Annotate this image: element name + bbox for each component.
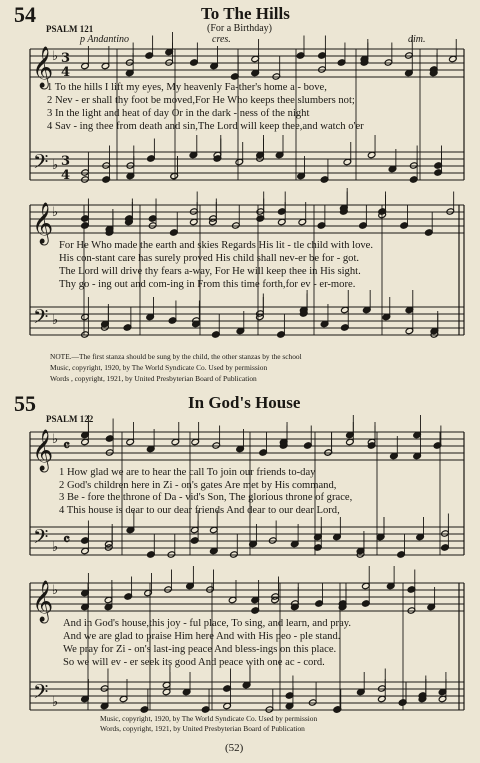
note-head [190, 526, 199, 533]
note-head [386, 582, 395, 589]
verse-line: Thy go - ing out and com-ing in From this time forth,for ev - er-more. [59, 279, 356, 290]
note-head [146, 313, 155, 320]
note-head [251, 596, 260, 603]
svg-text:♭: ♭ [52, 583, 59, 598]
verse-line: 2 Nev - er shall thy foot be moved,For He Who keeps thee slumbers not; [47, 95, 355, 106]
note-head [104, 603, 113, 610]
hymn-55-verses-a [59, 468, 352, 518]
note-head [249, 540, 258, 547]
note-head [100, 702, 109, 709]
note-head [146, 445, 155, 452]
svg-text:♭: ♭ [52, 49, 59, 64]
note-head [164, 586, 173, 593]
note-head [384, 59, 393, 66]
note-head [356, 551, 365, 558]
verse-line: 1 To the hills I lift my eyes, My heavenly Fa-ther's home a - bove, [47, 82, 327, 93]
note-head [256, 151, 265, 158]
note-head [378, 695, 387, 702]
note-head [101, 62, 110, 69]
note-head [210, 526, 219, 533]
note-head [341, 324, 350, 331]
note-head [105, 544, 114, 551]
note-head [81, 438, 90, 445]
verse-line: 1 How glad we are to hear the call To join our friends to-day [59, 467, 316, 478]
note-head [256, 208, 265, 215]
note-head [190, 218, 199, 225]
note-head [359, 222, 368, 229]
svg-text:♭: ♭ [52, 540, 59, 555]
note-head [315, 600, 324, 607]
note-head [105, 229, 114, 236]
note-head [324, 449, 333, 456]
note-head [378, 211, 387, 218]
svg-text:♭: ♭ [52, 205, 59, 220]
hymn-54-title: To The Hills [201, 4, 290, 23]
svg-text:𝄴: 𝄴 [63, 530, 71, 549]
note-head [413, 431, 422, 438]
tempo-marking: p Andantino [80, 34, 129, 45]
note-head [147, 551, 156, 558]
note-head [201, 706, 210, 713]
verse-line: And in God's house,this joy - ful place, To sing, and learn, and pray. [63, 618, 352, 629]
note-head [101, 324, 110, 331]
verse-line: 4 Sav - ing thee from death and sin,The Lord will keep thee,and watch o'er [47, 121, 364, 132]
note-head [397, 551, 406, 558]
note-head [235, 158, 244, 165]
note-head [278, 218, 287, 225]
note-head [418, 695, 427, 702]
note-head [438, 688, 447, 695]
note-head [81, 222, 90, 229]
note-head [170, 172, 179, 179]
note-head [259, 449, 268, 456]
note-head [81, 331, 90, 338]
note-head [299, 310, 308, 317]
note-head [338, 600, 347, 607]
note-head [212, 442, 221, 449]
dim-marking: dim. [408, 34, 426, 45]
note-head [105, 225, 114, 232]
note-head [405, 69, 414, 76]
note-head [271, 596, 280, 603]
hymn-54-subtitle: (For a Birthday) [207, 23, 272, 34]
verse-line: His con-stant care has surely proved His child shall nev-er be for - got. [59, 253, 360, 264]
note-head [296, 52, 305, 59]
note-head [171, 438, 180, 445]
note-head [409, 162, 418, 169]
svg-text:♭: ♭ [52, 432, 59, 447]
note-head [333, 706, 342, 713]
note-head [405, 52, 414, 59]
note-head [333, 533, 342, 540]
note-head [398, 699, 407, 706]
note-head [320, 320, 329, 327]
note-head [434, 162, 443, 169]
note-head [125, 215, 134, 222]
note-head [81, 169, 90, 176]
note-head [251, 55, 260, 62]
note-head [388, 165, 397, 172]
note-head [356, 547, 365, 554]
note-head [299, 306, 308, 313]
note-head [81, 547, 90, 554]
svg-text:4: 4 [61, 168, 71, 183]
note-head [100, 685, 109, 692]
verse-line: So we will ev - er seek its good And peace with one ac - cord. [63, 657, 325, 668]
svg-text:𝄢: 𝄢 [33, 150, 49, 178]
note-head [242, 681, 251, 688]
note-head [285, 692, 294, 699]
note-head [291, 600, 300, 607]
note-head [362, 600, 371, 607]
note-head [278, 208, 287, 215]
verse-line: 2 God's children here in Zi - on's gates Are met by His command, [59, 479, 337, 491]
note-head [427, 603, 436, 610]
note-head [277, 331, 286, 338]
note-head [341, 306, 350, 313]
note-head [251, 607, 260, 614]
note-head [429, 69, 438, 76]
note-head [314, 544, 323, 551]
note-head [338, 603, 347, 610]
hymn-55-title: In God's House [188, 393, 301, 412]
note-head [418, 692, 427, 699]
note-head [382, 313, 391, 320]
note-head [81, 537, 90, 544]
verse-line: 4 This house is dear to our dear friends And dear to our dear Lord, [59, 504, 340, 516]
note-head [167, 551, 176, 558]
note-head [251, 69, 260, 76]
note-head [441, 530, 450, 537]
svg-text:♭: ♭ [52, 695, 59, 710]
note-head [182, 688, 191, 695]
note-head [390, 452, 399, 459]
note-head [209, 215, 218, 222]
note-head [105, 449, 114, 456]
hymn-55-psalm: PSALM 122 [46, 414, 94, 424]
note-head [416, 533, 425, 540]
note-head [285, 702, 294, 709]
note-head [223, 702, 232, 709]
note-head [398, 699, 407, 706]
note-head [425, 229, 434, 236]
note-head [343, 158, 352, 165]
note-head [212, 331, 221, 338]
note-head [337, 59, 346, 66]
note-head [346, 431, 355, 438]
note-head [430, 331, 439, 338]
note-head [206, 586, 215, 593]
note-head [242, 681, 251, 688]
svg-text:𝄢: 𝄢 [33, 525, 49, 553]
hymn-54-words-copyright: Words , copyright, 1921, by United Presbyterian Board of Publication [50, 374, 257, 383]
note-head [192, 320, 201, 327]
hymn-55-verses-b [63, 619, 351, 671]
note-head [429, 66, 438, 73]
note-head [275, 151, 284, 158]
note-head [228, 596, 237, 603]
note-head [190, 208, 199, 215]
svg-text:3: 3 [61, 154, 71, 169]
hymn-55-number: 55 [14, 391, 36, 416]
note-head [126, 162, 135, 169]
note-head [81, 695, 90, 702]
note-head [81, 589, 90, 596]
note-head [297, 172, 306, 179]
note-head [407, 586, 416, 593]
note-head [231, 73, 240, 80]
svg-text:𝄞: 𝄞 [32, 581, 54, 622]
note-head [320, 176, 329, 183]
note-head [360, 55, 369, 62]
note-head [324, 449, 333, 456]
note-head [433, 442, 442, 449]
note-head [378, 685, 387, 692]
note-head [223, 685, 232, 692]
verse-line: We pray for Zi - on's last-ing peace And bless-ings on this place. [63, 644, 337, 655]
note-head [256, 155, 265, 162]
note-head [81, 215, 90, 222]
svg-text:𝄢: 𝄢 [33, 305, 49, 333]
note-head [190, 537, 199, 544]
hymn-54-verses-a [47, 83, 364, 135]
svg-text:𝄞: 𝄞 [32, 47, 54, 88]
hymn-55-music-copyright: Music, copyright, 1920, by The World Syndicate Co. Used by permission [100, 714, 318, 723]
note-head [271, 593, 280, 600]
note-head [148, 222, 157, 229]
verse-line: 3 Be - fore the throne of Da - vid's Son, The glorious throne of grace, [59, 492, 353, 503]
note-head [367, 442, 376, 449]
note-head [256, 215, 265, 222]
note-head [81, 603, 90, 610]
note-head [314, 533, 323, 540]
note-head [340, 208, 349, 215]
note-head [430, 327, 439, 334]
note-head [291, 603, 300, 610]
note-head [209, 218, 218, 225]
svg-text:𝄢: 𝄢 [33, 680, 49, 708]
verse-line: 3 In the light and heat of day Or in the dark - ness of the night [47, 108, 310, 119]
note-head [279, 438, 288, 445]
note-head [186, 582, 195, 589]
note-head [236, 327, 245, 334]
note-head [367, 151, 376, 158]
svg-text:𝄴: 𝄴 [63, 436, 71, 455]
note-head [213, 155, 222, 162]
note-head [125, 59, 134, 66]
note-head [144, 589, 153, 596]
note-head [105, 435, 114, 442]
note-head [105, 540, 114, 547]
note-head [362, 306, 371, 313]
svg-text:♭: ♭ [52, 313, 59, 328]
note-head [449, 55, 458, 62]
note-head [145, 52, 154, 59]
note-head [340, 204, 349, 211]
note-head [123, 324, 132, 331]
note-head [170, 172, 179, 179]
note-head [298, 218, 307, 225]
hymn-54-verses-b [59, 241, 373, 293]
note-head [441, 544, 450, 551]
note-head [165, 48, 174, 55]
note-head [104, 596, 113, 603]
note-head [81, 431, 90, 438]
note-head [376, 533, 385, 540]
note-head [413, 452, 422, 459]
note-head [102, 162, 111, 169]
note-head [192, 317, 201, 324]
note-head [272, 73, 281, 80]
note-head [162, 688, 171, 695]
note-head [230, 551, 239, 558]
note-head [346, 438, 355, 445]
note-head [405, 306, 414, 313]
note-head [376, 533, 385, 540]
cres-marking: cres. [212, 34, 231, 45]
note-head [290, 540, 299, 547]
page-number: (52) [225, 742, 244, 754]
note-head [126, 438, 135, 445]
note-head [81, 313, 90, 320]
note-head [126, 526, 135, 533]
note-head [119, 695, 128, 702]
note-head [81, 176, 90, 183]
svg-text:4: 4 [61, 65, 71, 80]
note-head [165, 59, 174, 66]
hymn-54-music-copyright: Music, copyright, 1920, by The World Syndicate Co. Used by permission [50, 363, 268, 372]
note-head [360, 59, 369, 66]
hymn-55-words-copyright: Words, copyright, 1921, by United Presbyterian Board of Publication [100, 724, 305, 733]
note-head [147, 155, 156, 162]
note-head [362, 582, 371, 589]
note-head [236, 445, 245, 452]
note-head [400, 222, 409, 229]
note-head [189, 151, 198, 158]
note-head [317, 222, 326, 229]
note-head [256, 310, 265, 317]
note-head [210, 547, 219, 554]
verse-line: And we are glad to praise Him here And with His peo - ple stand. [63, 631, 341, 642]
note-head [279, 442, 288, 449]
note-head [190, 59, 199, 66]
note-head [333, 706, 342, 713]
note-head [304, 442, 313, 449]
note-head [318, 52, 327, 59]
svg-text:♭: ♭ [52, 158, 59, 173]
note-head [407, 607, 416, 614]
note-head [256, 313, 265, 320]
note-head [102, 176, 111, 183]
note-head [409, 176, 418, 183]
note-head [148, 215, 157, 222]
note-head [405, 327, 414, 334]
note-head [168, 317, 177, 324]
note-head [446, 208, 455, 215]
note-head [162, 681, 171, 688]
verse-line: For He Who made the earth and skies Regards His lit - tle child with love. [59, 240, 374, 251]
note-head [438, 695, 447, 702]
note-head [213, 151, 222, 158]
note-head [210, 62, 219, 69]
note-head [367, 438, 376, 445]
verse-line: The Lord will drive thy fears a-way, For He will keep thee in His sight. [59, 266, 361, 277]
note-head [101, 320, 110, 327]
svg-text:𝄞: 𝄞 [32, 430, 54, 471]
note-head [308, 699, 317, 706]
hymn-54-number: 54 [14, 2, 36, 27]
note-head [318, 66, 327, 73]
note-head [232, 222, 241, 229]
note-head [378, 208, 387, 215]
note-head [125, 69, 134, 76]
note-head [434, 169, 443, 176]
note-head [81, 62, 90, 69]
note-head [265, 706, 274, 713]
hymn-54-note: NOTE.—The first stanza should be sung by the child, the other stanzas by the school [50, 352, 302, 361]
svg-text:3: 3 [61, 51, 71, 66]
note-head [140, 706, 149, 713]
note-head [191, 438, 200, 445]
note-head [268, 537, 277, 544]
note-head [126, 172, 135, 179]
note-head [357, 688, 366, 695]
note-head [124, 593, 133, 600]
note-head [125, 218, 134, 225]
note-head [170, 229, 179, 236]
hymn-54-psalm: PSALM 121 [46, 24, 94, 34]
svg-text:𝄞: 𝄞 [32, 203, 54, 244]
